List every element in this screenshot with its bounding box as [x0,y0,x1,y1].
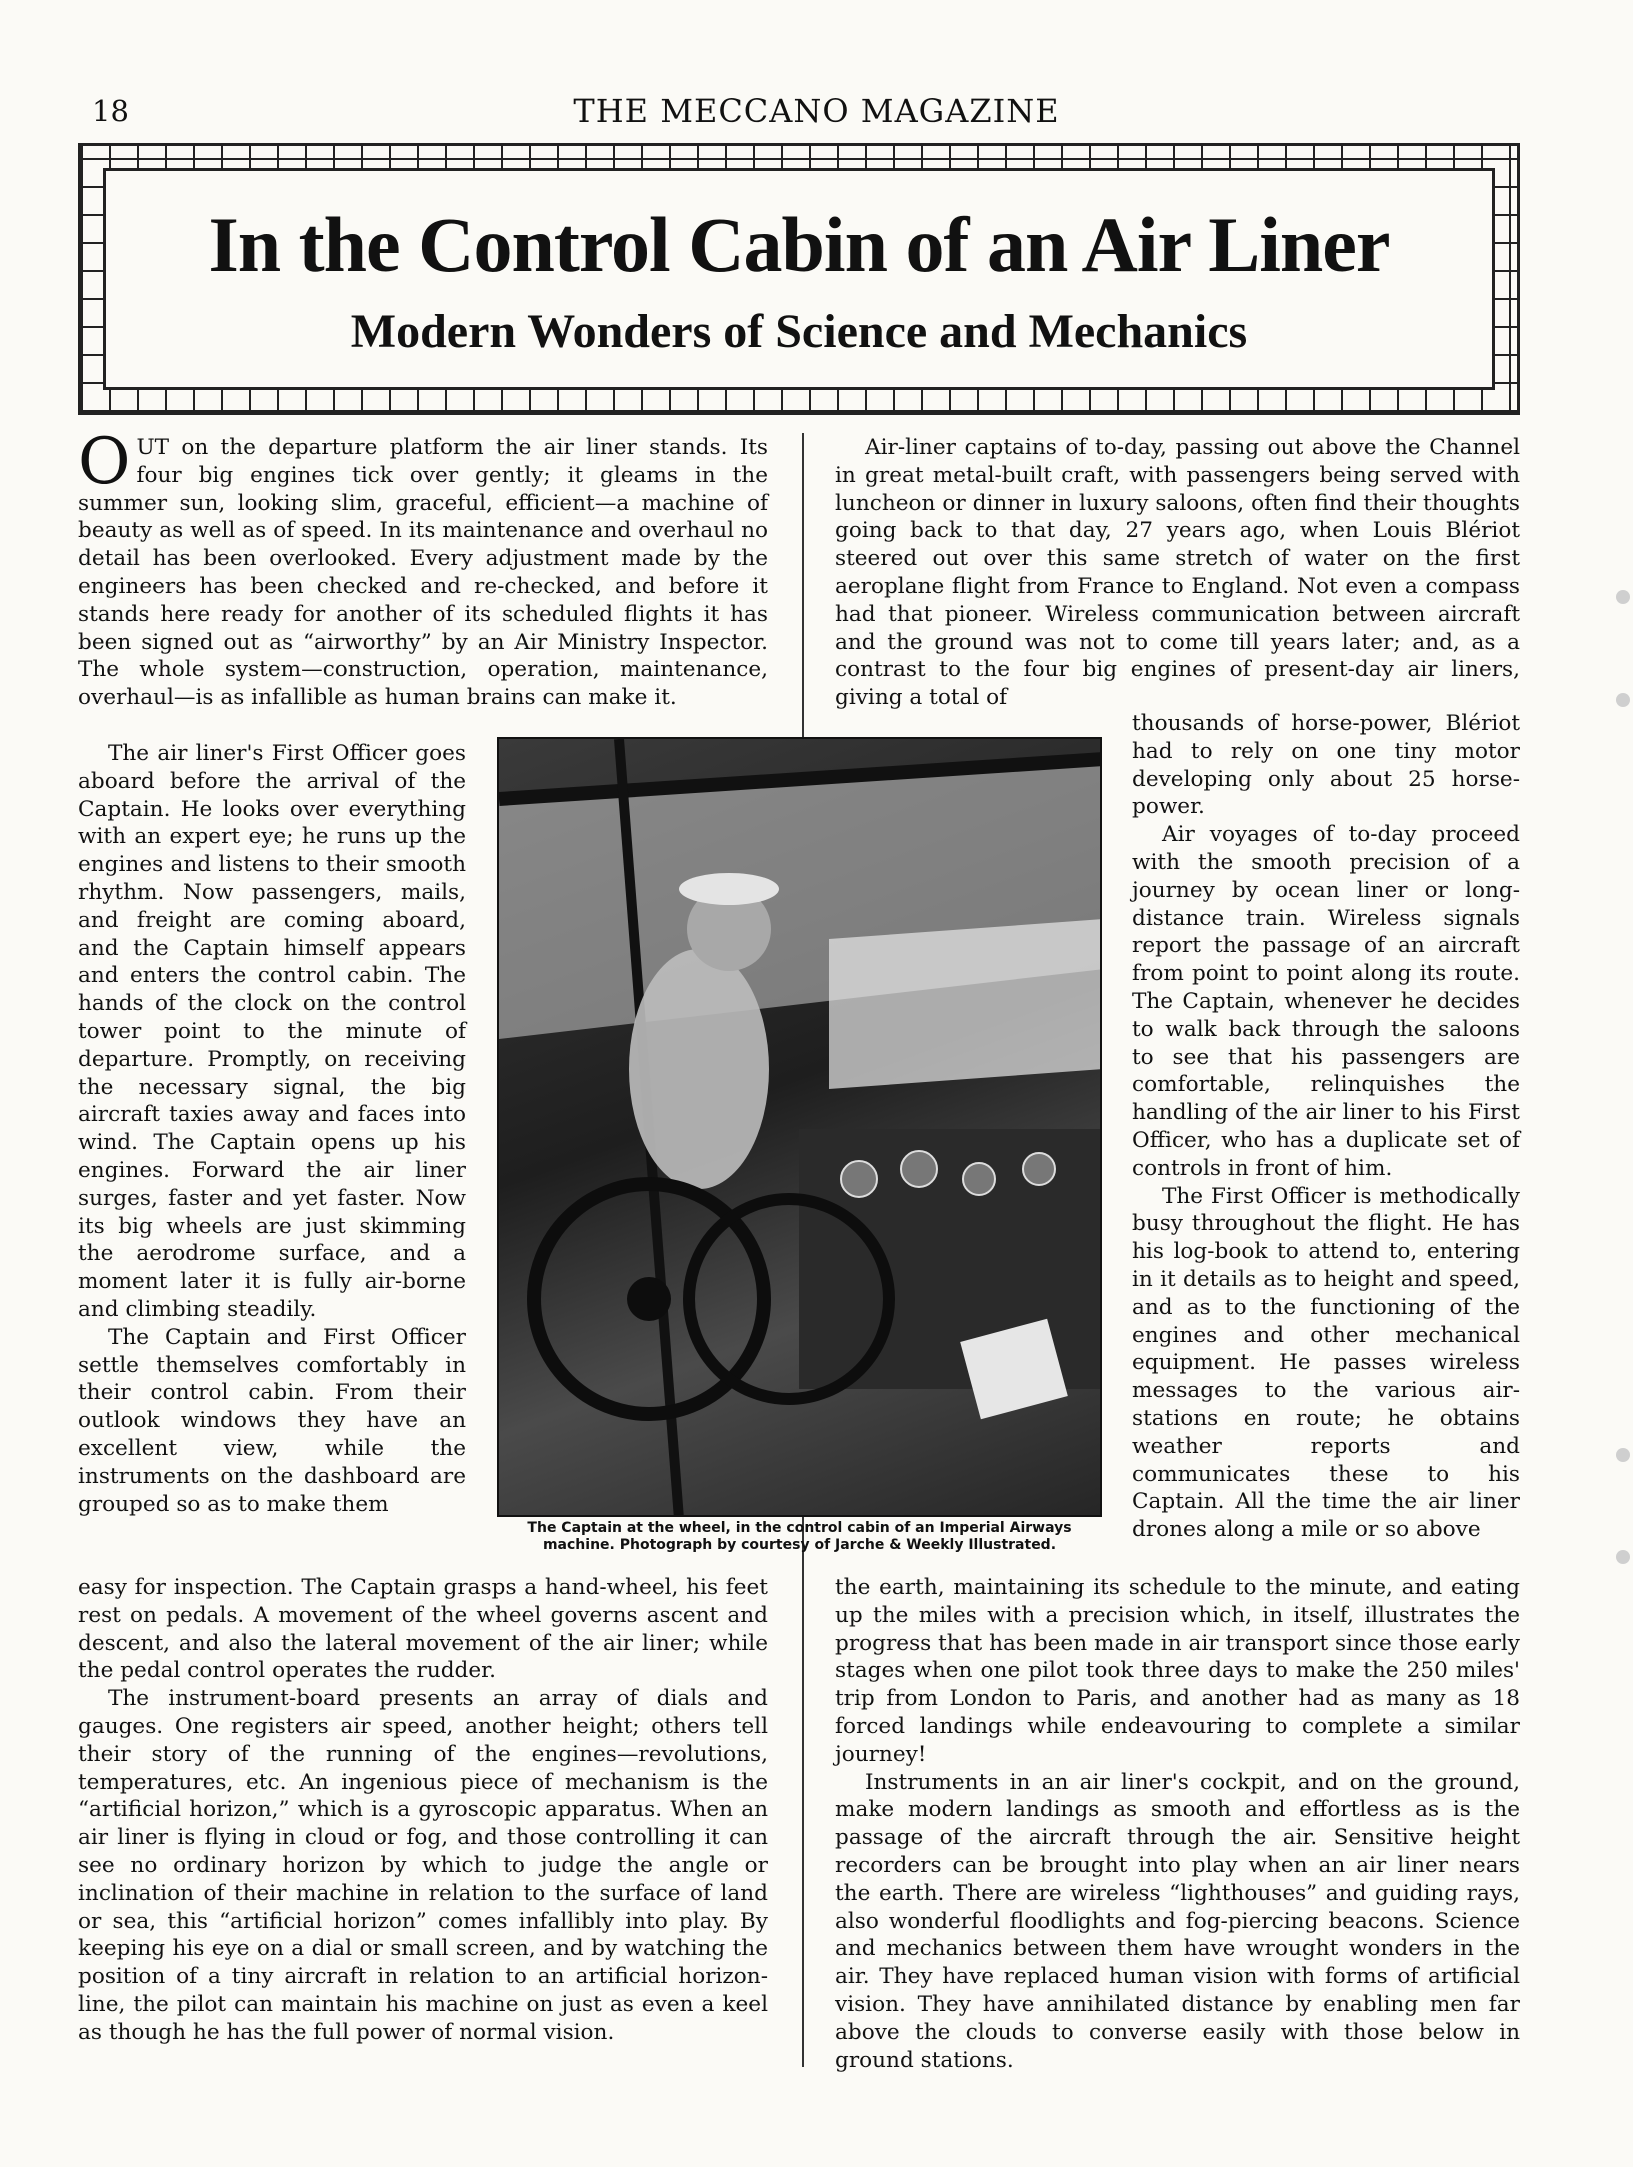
article-subtitle: Modern Wonders of Science and Mechanics [350,305,1248,358]
page-number: 18 [92,94,129,128]
paragraph [78,425,768,712]
drop-cap: O [78,425,131,499]
paragraph: The Captain and First Officer settle themselves comfortably in their control cabin. From their outlook windows they have an excellent view, while the instruments on the dashboard are grouped so as to make them [78,1324,466,1517]
left-column-top [78,425,768,712]
right-column-top [835,434,1520,712]
binding-hole [1616,590,1630,604]
paragraph: easy for inspection. The Captain grasps a hand-wheel, his feet rest on pedals. A movement of the wheel governs ascent and descent, and also the lateral movement of the air liner; while the pedal control operates the rudder. [78,1575,768,1684]
caption-line: The Captain at the wheel, in the control cabin of an Imperial Airways [527,1520,1072,1536]
magazine-title: THE MECCANO MAGAZINE [573,92,1060,130]
paragraph: The instrument-board presents an array of dials and gauges. One registers air speed, another height; others tell their story of the running of the engines—revolutions, temperatures, etc. An ingenious piece of mechanism is the “artificial horizon,” which is a gyroscopic apparatus. When an air liner is flying in cloud or fog, and those controlling it can see no ordinary horizon by which to judge the angle or inclination of their machine in relation to the surface of land or sea, this “artificial horizon” comes infallibly into play. By keeping his eye on a dial or small screen, and by watching the position of a tiny aircraft in relation to an artificial horizon-line, the pilot can maintain his machine on just as even a keel as though he has the full power of normal vision. [78,1686,768,2045]
windscreen [829,919,1102,1089]
paragraph: Instruments in an air liner's cockpit, and on the ground, make modern landings as smooth and effortless as is the passage of the aircraft through the air. Sensitive height recorders can be brought into play when an air liner nears the earth. There are wireless “lighthouses” and guiding rays, also wonderful floodlights and fog-piercing beacons. Science and mechanics between them have wrought wonders in the air. They have replaced human vision with forms of artificial vision. They have annihilated distance by enabling men far above the clouds to converse easily with those below in ground stations. [835,1769,1520,2073]
paragraph: Air voyages of to-day proceed with the smooth precision of a journey by ocean liner or long-distance train. Wireless signals report the passage of an aircraft from point to point along its route. The Captain, whenever he decides to walk back through the saloons to see that his passengers are comfortable, relinquishes the handling of the air liner to his First Officer, who has a duplicate set of controls in front of him. [1132,822,1520,1181]
paragraph: the earth, maintaining its schedule to the minute, and eating up the miles with a precision which, in itself, illustrates the progress that has been made in air transport since those early stages when one pilot took three days to make the 250 miles' trip from London to Paris, and another had as many as 18 forced landings while endeavouring to complete a similar journey! [835,1575,1521,1767]
binding-hole [1616,1448,1630,1462]
right-column-bottom [835,1574,1520,2074]
paragraph: The air liner's First Officer goes aboard before the arrival of the Captain. He looks over everything with an expert eye; he runs up the engines and listens to their smooth rhythm. Now passengers, mails, and freight are coming aboard, and the Captain himself appears and enters the control cabin. The hands of the clock on the control tower point to the minute of departure. Promptly, on receiving the necessary signal, the big aircraft taxies away and faces into wind. The Captain opens up his engines. Forward the air liner surges, faster and yet faster. Now its big wheels are just skimming the aerodrome surface, and a moment later it is fully air-borne and climbing steadily. [78,741,466,1322]
right-column-middle [1132,710,1520,1544]
captain-cap [679,873,779,905]
photo-caption [497,1520,1102,1554]
caption-line: machine. Photograph by courtesy of Jarche & Weekly Illustrated. [542,1537,1057,1553]
paragraph: The First Officer is methodically busy throughout the flight. He has his log-book to attend to, entering in it details as to height and speed, and as to the functioning of the engines and other mechanical equipment. He passes wireless messages to the various air-stations en route; he obtains weather reports and communicates these to his Captain. All the time the air liner drones along a mile or so above [1132,1183,1520,1543]
article-title: In the Control Cabin of an Air Liner [208,201,1390,288]
gauge-dial [963,1163,995,1195]
gauge-dial [841,1161,877,1197]
cockpit-photo [497,737,1102,1517]
paragraph-text: UT on the departure platform the air liner stands. Its four big engines tick over gently; it gleams in the summer sun, looking slim, graceful, efficient—a machine of beauty as well as of speed. In its maintenance and overhaul no detail has been overlooked. Every adjustment made by the engineers has been checked and re-checked, and before it stands here ready for another of its scheduled flights it has been signed out as “airworthy” by an Air Ministry Inspector. The whole system—construction, operation, maintenance, overhaul—is as infallible as human brains can make it. [78,435,768,711]
paragraph: thousands of horse-power, Blériot had to rely on one tiny motor developing only about 25 horse-power. [1132,711,1520,820]
binding-hole [1616,1550,1630,1564]
captain-figure [629,949,769,1189]
left-column-bottom [78,1574,768,2047]
cockpit-illustration [499,739,1102,1517]
wheel-hub [627,1277,671,1321]
paragraph: Air-liner captains of to-day, passing out above the Channel in great metal-built craft, with passengers being served with luncheon or dinner in luxury saloons, often find their thoughts going back to that day, 27 years ago, when Louis Blériot steered out over this same stretch of water on the first aeroplane flight from France to England. Not even a compass had that pioneer. Wireless communication between aircraft and the ground was not to come till years later; and, as a contrast to the four big engines of present-day air liners, giving a total of [835,435,1520,711]
gauge-dial [901,1151,937,1187]
left-column-middle [78,740,466,1518]
gauge-dial [1023,1153,1055,1185]
binding-hole [1616,693,1630,707]
